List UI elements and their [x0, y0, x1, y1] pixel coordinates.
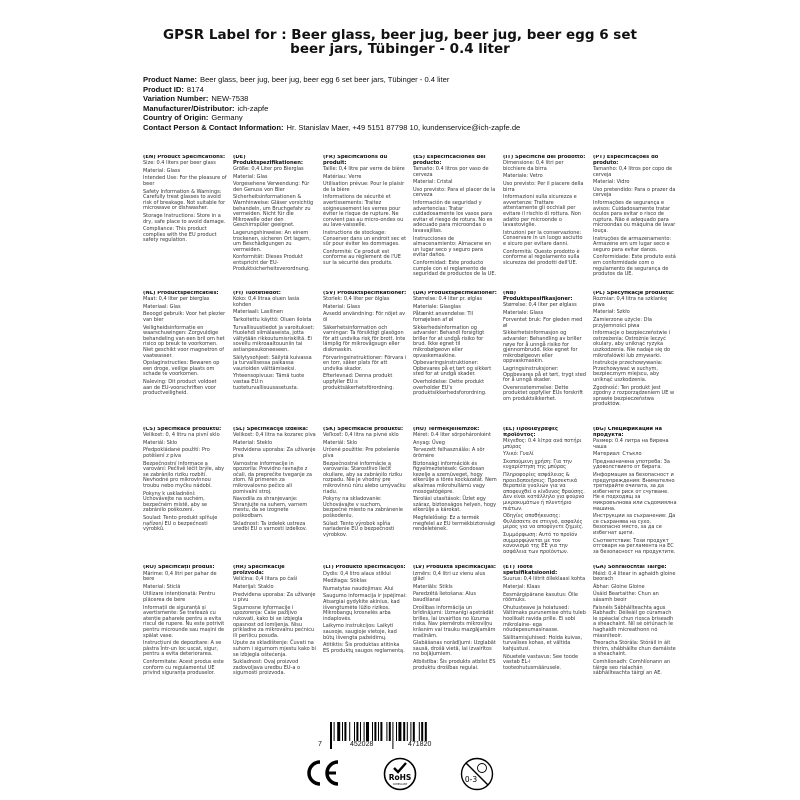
- spec-paragraph: Sikkerhedsinformation og advarsler: Behandl forsigtigt briller for at undgå risiko for brud. Ikke egnet til mikrobølgeovn eller opvaskemaskine.: [413, 324, 485, 359]
- spec-block-title: (CS) Specifikace produktu:: [143, 427, 222, 432]
- spec-paragraph: Numatytas naudojimas: Alui: [323, 585, 394, 592]
- spec-paragraph: Størrelse: 0,4 liter per ølglass: [503, 302, 577, 309]
- spec-paragraph: Faisnéis Sábháilteachta agus Rabhadh: Déileáil go cúramach le spéaclaí chun riosca briseadh a sheachaint. Níl sé oiriúnach le haghaidh micreathonn nó miasniteoir.: [593, 604, 674, 639]
- spec-block-title: (GA) Sonraíochtaí Táirge:: [593, 565, 667, 571]
- spec-paragraph: Μέγεθος: 0.4 λίτρα ανά ποτήρι μπύρας: [503, 438, 582, 450]
- barcode-bar: [380, 722, 382, 741]
- svg-text:RoHS: RoHS: [388, 773, 412, 782]
- spec-block: [503, 155, 587, 283]
- spec-paragraph: Οδηγίες αποθήκευσης: Φυλάσσετε σε στεγνό, ασφαλές μέρος για να αποφύγετε ζημιές.: [503, 513, 584, 531]
- spec-paragraph: Veľkosť: 0,4 litra na pivné sklo: [323, 432, 399, 439]
- barcode-digit-lead: 7: [318, 741, 322, 748]
- spec-block-title: (SK) Špecifikácie produktu:: [323, 427, 404, 432]
- barcode-bar: [342, 722, 343, 741]
- spec-paragraph: Instruções de armazenamento: Armazene em um lugar seco e seguro para evitar danos.: [593, 235, 672, 253]
- spec-paragraph: Материал: Стъкло: [593, 451, 642, 458]
- spec-paragraph: Materiāls: Stikls: [413, 583, 453, 590]
- spec-paragraph: Intended Use: For the pleasure of beer: [143, 175, 227, 188]
- spec-paragraph: Conformidade: Este produto está em conformidade com o regulamento de segurança de produtos da UE.: [593, 254, 676, 278]
- spec-paragraph: Mărime: 0,4 litri per pahar de bere: [143, 570, 217, 583]
- barcode-bar: [330, 722, 332, 749]
- not-for-children-0-3-icon: [460, 757, 494, 791]
- spec-paragraph: Lagerungshinweise: An einem trockenen, sicheren Ort lagern, um Beschädigungen zu vermeiden.: [233, 230, 311, 253]
- spec-paragraph: Varnostne informacije in opozorila: Previdno ravnajte z očali, da preprečite tveganje za zlom. Ni primeren za mikrovalovno pečico ali pomivalni stroj.: [233, 460, 312, 495]
- spec-paragraph: Compliance: This product complies with the EU product safety regulation.: [143, 226, 217, 244]
- spec-paragraph: Navodila za shranjevanje: Shranjujte na suhem, varnem mestu, da se izognete poškodbam.: [233, 496, 308, 520]
- spec-paragraph: Ábhar: Gloine Gloine: [593, 583, 645, 590]
- spec-block: [593, 291, 677, 419]
- spec-paragraph: Eesmärgipärane kasutus: Õlle rõõmuks.: [503, 591, 578, 604]
- spec-block: [413, 155, 497, 283]
- spec-paragraph: Instrucțiuni de depozitare: A se păstra într-un loc uscat, sigur, pentru a evita deteriorarea.: [143, 640, 222, 658]
- spec-block: [233, 155, 317, 283]
- spec-block: [413, 291, 497, 419]
- spec-paragraph: Megfelelőség: Ez a termék megfelel az EU termékbiztonsági rendeletének.: [413, 515, 496, 533]
- spec-block: [233, 427, 317, 557]
- spec-block-title: (NL) Productspecificaties:: [143, 291, 219, 296]
- spec-paragraph: Atitiktis: Šis produktas atitinka ES produktų saugos reglamentą.: [323, 642, 405, 654]
- spec-block-title: (NB) Produktspesifikasjoner:: [503, 291, 573, 302]
- spec-block: [503, 427, 587, 557]
- spec-paragraph: Informações de segurança e avisos: Cuidadosamente tratar óculos para evitar o risco de ruptura. Não é adequado para microondas ou máquina de lavar louça.: [593, 200, 676, 235]
- spec-paragraph: Πληροφορίες ασφάλειας & προειδοποιήσεις: Προσεκτικά θεραπεία γυαλιών για να αποφευχθεί ο κίνδυνος θραύσης. Δεν είναι κατάλληλο για φούρνο μικροκυμάτων ή πλυντήριο πιάτων.: [503, 472, 585, 512]
- barcode-bar: [392, 722, 393, 749]
- spec-block-title: (PL) Specyfikacje produktu:: [593, 291, 674, 296]
- spec-paragraph: Materiał: Szkło: [593, 309, 630, 316]
- barcode-bar: [354, 722, 355, 741]
- spec-paragraph: Tarkoitettu käyttö: Oluen iloista: [233, 317, 312, 324]
- barcode-bar: [389, 722, 391, 741]
- barcode-bar: [366, 722, 369, 741]
- spec-paragraph: Informacje o bezpieczeństwie i ostrzeżenia: Ostrożnie leczyć okulary, aby uniknąć ryzyka uszkodzenia. Nie nadaje się do mikrofalówki lub zmywarki.: [593, 330, 671, 359]
- barcode-bar: [337, 722, 340, 741]
- spec-paragraph: Materiál: Sklo: [143, 439, 178, 446]
- spec-paragraph: Suurus: 0,4 liitrit õlleklaasi kohta: [503, 576, 586, 583]
- spec-paragraph: Dydis: 0,4 litro alaus stiklui: [323, 570, 391, 577]
- spec-paragraph: Tárolási utasítások: Üzlet egy száraz, biztonságos helyen, hogy elkerülje a károkat.: [413, 496, 497, 514]
- barcode-bar: [356, 722, 358, 741]
- spec-paragraph: Uso previsto: Per il piacere della birra: [503, 181, 584, 193]
- spec-block: [143, 565, 227, 693]
- spec-block-title: (ES) Especificaciones del producto:: [413, 155, 486, 166]
- spec-paragraph: Sicherheitsinformationen & Warnhinweise: Gläser vorsichtig behandeln, um Bruchgefahr zu vermeiden. Nicht für die Mikrowelle oder den Geschirrspüler geeignet.: [233, 194, 314, 229]
- spec-paragraph: Utilisation prévue: Pour le plaisir de la bière: [323, 181, 405, 193]
- spec-paragraph: Velikost: 0,4 litra na kozarec piva: [233, 432, 316, 439]
- spec-paragraph: Predvidena uporaba: Za uživanje piva: [233, 447, 316, 460]
- spec-paragraph: Tervezett felhasználás: A sör örömére: [413, 447, 485, 460]
- spec-block-title: (SV) Produktspecifikationer:: [323, 291, 407, 296]
- info-label: Product Name:: [143, 75, 198, 84]
- spec-paragraph: Pokyny na skladovanie: Uchovávajte v suchom, bezpečné miesto na zabránenie poškodeniu.: [323, 496, 403, 520]
- spec-paragraph: Materiál: Sklo: [323, 439, 358, 446]
- spec-block: [143, 427, 227, 557]
- spec-paragraph: Maat: 0,4 liter per bierglas: [143, 296, 210, 303]
- barcode-bar: [413, 722, 415, 741]
- spec-block-title: (RO) Specificații produs:: [143, 565, 215, 571]
- spec-paragraph: Съответствие: Този продукт отговаря на регламента на ЕС за безопасност на продуктите.: [593, 537, 676, 555]
- info-value: Hr. Stanislav Maer, +49 5151 87798 10, kundenservice@ich-zapfe.de: [286, 122, 521, 132]
- spec-paragraph: Conformitate: Acest produs este conform cu regulamentul UE privind siguranța produselor.: [143, 658, 224, 677]
- spec-paragraph: Safety Information & Warnings: Carefully treat glasses to avoid risk of breakage. Not suitable for microwave or dishwasher.: [143, 188, 226, 212]
- spec-paragraph: Nõuetele vastavus: See toode vastab EL-i tooteohutusmäärusele.: [503, 653, 579, 671]
- info-row: [143, 94, 520, 104]
- spec-block: [323, 291, 407, 419]
- spec-paragraph: Predviđena uporaba: Za uživanje u pivu: [233, 591, 316, 604]
- spec-block-title: (DA) Produktspecifikationer:: [413, 291, 497, 296]
- spec-paragraph: Turvallisuustiedot ja varoitukset: Huolehdi silmälaseista, jotta vältytään rikkoutumisriskiltä. Ei sovellu mikroaaltouuniin tai astianpesukoneeseen.: [233, 324, 315, 354]
- spec-paragraph: Materijal: Staklo: [233, 584, 274, 591]
- spec-paragraph: Naleving: Dit product voldoet aan de EU-voorschriften voor productveiligheid.: [143, 379, 217, 397]
- info-value: NEW-7538: [211, 94, 249, 104]
- spec-paragraph: Instrucciones de almacenamiento: Almacene en un lugar seco y seguro para evitar daños.: [413, 235, 491, 259]
- spec-block: [233, 291, 317, 419]
- barcode-bar: [374, 722, 376, 741]
- spec-paragraph: Taille: 0,4 litre par verre de bière: [323, 166, 405, 173]
- spec-paragraph: Dimensione: 0,4 litri per bicchiere da birra: [503, 160, 564, 172]
- spec-block: [503, 291, 587, 419]
- spec-paragraph: Avsedd användning: För nöjet av öl: [323, 311, 406, 324]
- spec-block-title: (HR) Specifikacije proizvoda:: [233, 565, 285, 577]
- spec-paragraph: Yhteensopivuus: Tämä tuote vastaa EU:n tuoteturvallisuusasetusta.: [233, 373, 305, 391]
- spec-paragraph: Skladnost: Ta izdelek ustreza uredbi EU o varnosti izdelkov.: [233, 520, 307, 533]
- info-label: Product ID:: [143, 84, 184, 94]
- spec-paragraph: Zamierzone użycie: Dla przyjemności piwa: [593, 317, 652, 329]
- title-line-1: GPSR Label for : Beer glass, beer jug, beer jug, beer egg 6 set: [163, 27, 637, 43]
- spec-block-title: (BG) Спецификации на продукта:: [593, 427, 662, 438]
- info-value: 8174: [186, 84, 204, 94]
- spec-paragraph: Conformidad: Este producto cumple con el reglamento de seguridad de productos de la UE.: [413, 260, 497, 278]
- svg-text:COMPLIANT: COMPLIANT: [392, 783, 408, 786]
- barcode-digits-right: 471820: [408, 741, 432, 748]
- page-title: [0, 28, 800, 56]
- info-label: Manufacturer/Distributor:: [143, 103, 235, 113]
- spec-block: [413, 565, 497, 693]
- spec-paragraph: Предназначена употреба: За удоволствието от бирата.: [593, 458, 670, 471]
- spec-paragraph: Materjal: Klaas: [503, 584, 540, 591]
- spec-paragraph: Uso pretendido: Para o prazer da cerveja: [593, 186, 676, 199]
- spec-paragraph: Bezpečnostné informácie a varovania: Starostlivo liečiť okuliare, aby sa zabránilo riziku rozpadu. Nie je vhodný pre mikrovlnnú rúru alebo umývačku riadu.: [323, 460, 406, 495]
- spec-paragraph: Инструкции за съхранение: Да се съхранява на сухо, безопасно място, за да се избегнат щети.: [593, 513, 676, 536]
- spec-paragraph: Instrukcje przechowywania: Przechowywać w suchym, bezpiecznym miejscu, aby uniknąć uszkodzenia.: [593, 360, 663, 384]
- spec-paragraph: Comhlíonadh: Comhlíonann an táirge seo rialachán sábháilteachta táirgí an AE.: [593, 658, 671, 677]
- spec-paragraph: Předpokládané použití: Pro potěšení z piva: [143, 447, 210, 460]
- spec-paragraph: Συμμόρφωση: Αυτό το προϊόν συμμορφώνεται με τον κανονισμό της ΕΕ για την ασφάλεια των προϊόντων.: [503, 532, 578, 555]
- barcode-bar: [396, 722, 397, 741]
- spec-block: [143, 155, 227, 283]
- spec-paragraph: Anyag: Üveg: [413, 439, 445, 446]
- spec-paragraph: Opslaginstructies: Bewaren op een droge, veilige plaats om schade te voorkomen.: [143, 360, 220, 378]
- spec-paragraph: Materiale: Glasglas: [413, 303, 461, 310]
- info-row: [143, 85, 520, 95]
- spec-paragraph: Atbilstība: Šis produkts atbilst ES produktu drošības regulai.: [413, 658, 496, 671]
- spec-paragraph: Materiale: Vetro: [503, 173, 543, 180]
- spec-paragraph: Koko: 0,4 litraa oluen lasia kohden: [233, 296, 300, 308]
- spec-paragraph: Méret: 0.4 liter sörpoháronként: [413, 432, 491, 439]
- barcode-bar: [407, 722, 408, 741]
- spec-paragraph: Material: Glas: [233, 173, 268, 180]
- spec-paragraph: Laikymo instrukcijos: Laikyti sausoje, saugioje vietoje, kad būtų išvengta pažeidimų.: [323, 623, 397, 641]
- spec-grid: [143, 155, 677, 693]
- spec-block-title: (LV) Produkta specifikācijas:: [413, 565, 496, 571]
- spec-paragraph: Informazioni sulla sicurezza e avvertenze: Trattare attentamente gli occhiali per evitare il rischio di rottura. Non adatto per microonde o lavastoviglie.: [503, 194, 581, 229]
- spec-paragraph: Paredzētā lietošana: Alus baudīšanai: [413, 591, 476, 604]
- spec-block-title: (PT) Especificações do produto:: [593, 155, 659, 166]
- title-line-2: beer jars, Tübinger - 0.4 liter: [290, 41, 510, 57]
- spec-paragraph: Lagringsinstruksjoner: Oppbevares på et tørt, trygt sted for å unngå skader.: [503, 366, 586, 384]
- spec-paragraph: Matériau: Verre: [323, 173, 362, 180]
- spec-paragraph: Información de seguridad y advertencias: Tratar cuidadosamente los vasos para evitar el riesgo de rotura. No es adecuado para microondas o lavavajillas.: [413, 200, 493, 235]
- spec-paragraph: Påtænkt anvendelse: Til fornøjelsen af øl: [413, 311, 474, 324]
- spec-paragraph: Treoracha Stórála: Stóráil in áit thirim, shábháilte chun damáiste a sheachaint.: [593, 640, 676, 658]
- spec-paragraph: Veiligheidsinformatie en waarschuwingen: Zorgvuldige behandeling van een bril om het risico op breuk te voorkomen. Niet geschikt voor magnetron of vaatwasser.: [143, 324, 225, 359]
- spec-paragraph: Material: Glass: [323, 303, 361, 310]
- spec-paragraph: Conformità: Questo prodotto è conforme al regolamento sulla sicurezza dei prodotti dell'UE.: [503, 248, 580, 266]
- spec-paragraph: Conformité: Ce produit est conforme au règlement de l'UE sur la sécurité des produits.: [323, 248, 401, 266]
- spec-paragraph: Material: Sticlă: [143, 583, 181, 590]
- spec-paragraph: Vorgesehene Verwendung: Für den Genuss von Bier: [233, 181, 310, 193]
- spec-paragraph: Určené použitie: Pre potešenie piva: [323, 447, 400, 460]
- spec-paragraph: Konformität: Dieses Produkt entspricht der EU-Produktsicherheitsverordnung.: [233, 254, 310, 272]
- spec-paragraph: Informații de siguranță și avertismente: Se tratează cu atenție paharele pentru a evita riscul de rupere. Nu este potrivit pentru microunde sau mașini de spălat vase.: [143, 604, 225, 639]
- spec-paragraph: Izmērs: 0,4 litri uz vienu alus glāzi: [413, 570, 486, 583]
- spec-paragraph: Materiaal: Glas: [143, 303, 181, 310]
- spec-paragraph: Opbevaringsinstruktioner: Opbevares på et tørt og sikkert sted for at undgå skader.: [413, 360, 492, 378]
- barcode-bar: [425, 722, 427, 741]
- spec-paragraph: Beoogd gebruik: Voor het plezier van bier: [143, 311, 226, 324]
- spec-block: [323, 565, 407, 693]
- spec-block-title: (EN) Product Specifications:: [143, 155, 226, 160]
- barcode-bar: [344, 722, 346, 741]
- barcode-bar: [360, 722, 361, 741]
- spec-block-title: (LT) Produkto specifikacijos:: [323, 565, 406, 571]
- spec-paragraph: Saugumo informacija ir įspėjimai: Atsargiai gydykite akinius, kad išvengtumėte lūžio rizikos. Mikrobangų krosnelės arba indaplovės.: [323, 593, 407, 622]
- rohs-compliant-icon: [383, 757, 417, 791]
- info-row: [143, 123, 520, 133]
- info-label: Contact Person & Contact Information:: [143, 122, 284, 132]
- spec-block-title: (DE) Produktspezifikationen:: [233, 155, 303, 166]
- barcode-bar: [410, 722, 411, 741]
- spec-paragraph: Förvaringsinstruktioner: Förvara i en torr, säker plats för att undvika skador.: [323, 354, 407, 372]
- spec-block: [413, 427, 497, 557]
- spec-paragraph: Instructions de stockage: Conserver dans un endroit sec et sûr pour éviter les dommages.: [323, 230, 407, 248]
- spec-block: [143, 291, 227, 419]
- spec-block-title: (SL) Specifikacije izdelka:: [233, 427, 308, 432]
- spec-block-title: (FI) Tuotetiedot:: [233, 291, 281, 296]
- spec-paragraph: Material: Glass: [143, 167, 181, 174]
- info-value: Germany: [211, 113, 243, 123]
- spec-block: [593, 565, 677, 693]
- info-row: [143, 104, 520, 114]
- barcode-bar: [378, 722, 379, 741]
- spec-paragraph: Размер: 0.4 литра на бирена чаша: [593, 438, 669, 450]
- barcode-bar: [419, 722, 420, 741]
- info-label: Variation Number:: [143, 94, 209, 104]
- spec-paragraph: Súlad: Tento výrobok spĺňa nariadenie EÚ o bezpečnosti výrobkov.: [323, 520, 395, 538]
- spec-paragraph: Utilizare intenționată: Pentru plăcerea de bere: [143, 591, 216, 604]
- svg-text:0-3: 0-3: [464, 775, 478, 784]
- spec-paragraph: Soulad: Tento produkt splňuje nařízení EU o bezpečnosti výrobků.: [143, 515, 218, 533]
- spec-paragraph: Säilytysohjeet: Säilytä kuivassa ja turvallisessa paikassa vaurioiden välttämiseksi.: [233, 354, 312, 372]
- spec-block-title: (HU) Termékjellemzők:: [413, 427, 480, 432]
- spec-paragraph: Ohutusteave ja hoiatused: Vältimaks purunemise ohtu tuleb hoolikalt ravida prille. Ei sobi mikrolaine- ega nõudepesumasinasse.: [503, 604, 586, 634]
- spec-block: [593, 155, 677, 283]
- spec-block: [593, 427, 677, 557]
- spec-paragraph: Rozmiar: 0,4 litra na szklankę piwa: [593, 296, 668, 308]
- spec-paragraph: Size: 0.4 liters per beer glass: [143, 160, 216, 167]
- info-label: Country of Origin:: [143, 113, 209, 123]
- spec-paragraph: Velikost: 0, 4 litru na pivní sklo: [143, 432, 220, 439]
- spec-paragraph: Pokyny k uskladnění: Uchovávejte na suchém, bezpečném místě, aby se zabránilo poškození.: [143, 490, 208, 514]
- info-value: ich-zapfe: [237, 103, 269, 113]
- product-info: [143, 75, 520, 133]
- spec-block-title: (ET) Toote spetsifikatsioonid:: [503, 565, 558, 577]
- spec-paragraph: Materiaali: Lasilinen: [233, 309, 284, 316]
- spec-paragraph: Sukladnost: Ovaj proizvod zadovoljava uredbu EU-a o sigurnosti proizvoda.: [233, 659, 301, 677]
- spec-paragraph: Biztonsági információk és figyelmeztetések: Gondosan kezelje a szemüveget, hogy elkerülje a törés kockázatát. Nem alkalmas mikrohullámú vagy mosogatógépre.: [413, 460, 497, 495]
- spec-paragraph: Größe: 0,4 Liter pro Bierglas: [233, 166, 304, 173]
- spec-block-title: (IT) Specifiche del prodotto:: [503, 155, 586, 160]
- barcode-digits-left: 452028: [350, 741, 374, 748]
- spec-paragraph: Veličina: 0,4 litara po čaši: [233, 576, 298, 583]
- barcode-bar: [398, 722, 401, 741]
- info-row: [143, 113, 520, 123]
- spec-paragraph: Säilitamisjuhised: Hoida kuivas, turvalises kohas, et vältida kahjustusi.: [503, 634, 583, 652]
- spec-paragraph: Υλικό: Γυαλί: [503, 451, 534, 458]
- spec-block-title: (FR) Spécifications du produit:: [323, 155, 388, 166]
- spec-paragraph: Bezpečnostní informace a varování: Pečlivě léčit brýle, aby se zabránilo riziku rozbití. Nevhodné pro mikrovlnnou troubu nebo myčku nádobí.: [143, 460, 225, 490]
- ce-mark-icon: [305, 758, 341, 788]
- spec-block: [233, 565, 317, 693]
- spec-paragraph: Информация за безопасност и предупреждения: Внимателно третирайте очилата, за да избегнете риск от счупване. Не е подходящ за микровълнова или съдомиялна машина.: [593, 472, 677, 512]
- spec-paragraph: Istruzioni per la conservazione: Conservare in un luogo asciutto e sicuro per evitare danni.: [503, 229, 583, 248]
- info-row: [143, 75, 520, 85]
- spec-paragraph: Efterlevnad: Denna produkt uppfyller EU:s produktsäkerhetsförordning.: [323, 373, 395, 391]
- spec-paragraph: Overensstemmelse: Dette produktet oppfyller EUs forskrift om produktsikkerhet.: [503, 384, 584, 402]
- spec-paragraph: Σκοπούμενη χρήση: Για την ευχαρίστηση της μπύρας: [503, 458, 572, 471]
- spec-paragraph: Material: Steklo: [233, 439, 273, 446]
- spec-paragraph: Glabāšanas norādījumi: Uzglabāt sausā, drošā vietā, lai izvairītos no bojājumiem.: [413, 640, 496, 658]
- info-value: Beer glass, beer jug, beer jug, beer egg 6 set beer jars, Tübinger - 0.4 liter: [200, 75, 450, 84]
- spec-paragraph: Sikkerhetsinformasjon og advarsler: Behandling av briller nøye for å unngå risiko for gjennombrudd. Ikke egnet for mikrobølgeovn eller oppvaskmaskin.: [503, 330, 582, 365]
- spec-paragraph: Drošības informācija un brīdinājumi: Uzmanīgi apstrādāt brilles, lai izvairītos no lūzuma riska. Nav piemērots mikroviļņu krāsnim vai trauku mazgājamām mašīnām.: [413, 604, 496, 639]
- spec-paragraph: Tamaño: 0.4 litros por vaso de cerveza: [413, 166, 489, 178]
- spec-paragraph: Storlek: 0,4 liter per ölglas: [323, 296, 390, 303]
- spec-paragraph: Sigurnosne informacije i upozorenja: Čaše pažljivo rukovati, kako bi se izbjegla opasnost od lomljenja. Nisu prikladne za mikrovalnu pećnicu ili perilicu posuđa.: [233, 604, 315, 639]
- spec-block: [503, 565, 587, 693]
- spec-paragraph: Upute za skladištenje: Čuvati na suhom i sigurnom mjestu kako bi se izbjegla oštećenja.: [233, 640, 316, 658]
- spec-paragraph: Medžiaga: Stiklas: [323, 578, 367, 585]
- barcode-bar: [334, 722, 335, 741]
- barcode-bar: [372, 722, 373, 741]
- spec-paragraph: Forventet bruk: For gleden med øl: [503, 317, 583, 329]
- spec-paragraph: Materiale: Glass: [503, 309, 544, 316]
- barcode-bar: [421, 722, 423, 741]
- spec-paragraph: Méid: 0.4 litear in aghaidh gloine beorach: [593, 570, 676, 583]
- barcode-bar: [364, 722, 365, 741]
- barcode-bar: [386, 722, 387, 741]
- spec-block-title: (EL) Προδιαγραφές προϊόντος:: [503, 427, 558, 438]
- spec-paragraph: Informations de sécurité et avertissements: Traitez soigneusement les verres pour éviter le risque de rupture. Ne convient pas au micro-ondes ou au lave-vaisselle.: [323, 194, 404, 229]
- spec-paragraph: Úsáid Beartaithe: Chun an sásamh beoir: [593, 591, 659, 604]
- spec-paragraph: Zgodność: Ten produkt jest zgodny z rozporządzeniem UE w sprawie bezpieczeństwa produktów.: [593, 384, 675, 408]
- spec-block: [323, 427, 407, 557]
- spec-paragraph: Overholdelse: Dette produkt overholder EU's produktsikkerhedsforordning.: [413, 379, 487, 397]
- spec-paragraph: Material: Cristal: [413, 179, 453, 186]
- spec-paragraph: Säkerhetsinformation och varningar: Ta försiktigt glasögon för att undvika risk för brott. Inte lämplig för mikrovågsugn eller diskmaskin.: [323, 324, 406, 354]
- spec-paragraph: Storage Instructions: Store in a dry, safe place to avoid damage.: [143, 213, 226, 225]
- barcode-bar: [403, 722, 405, 741]
- spec-block: [323, 155, 407, 283]
- spec-paragraph: Material: Vidro: [593, 179, 630, 186]
- spec-paragraph: Størrelse: 0.4 liter pr. ølglas: [413, 296, 483, 303]
- spec-paragraph: Tamanho: 0,4 litros por copo de cerveja: [593, 166, 673, 178]
- barcode-bar: [349, 722, 350, 741]
- spec-paragraph: Uso previsto: Para el placer de la cerveza: [413, 186, 496, 199]
